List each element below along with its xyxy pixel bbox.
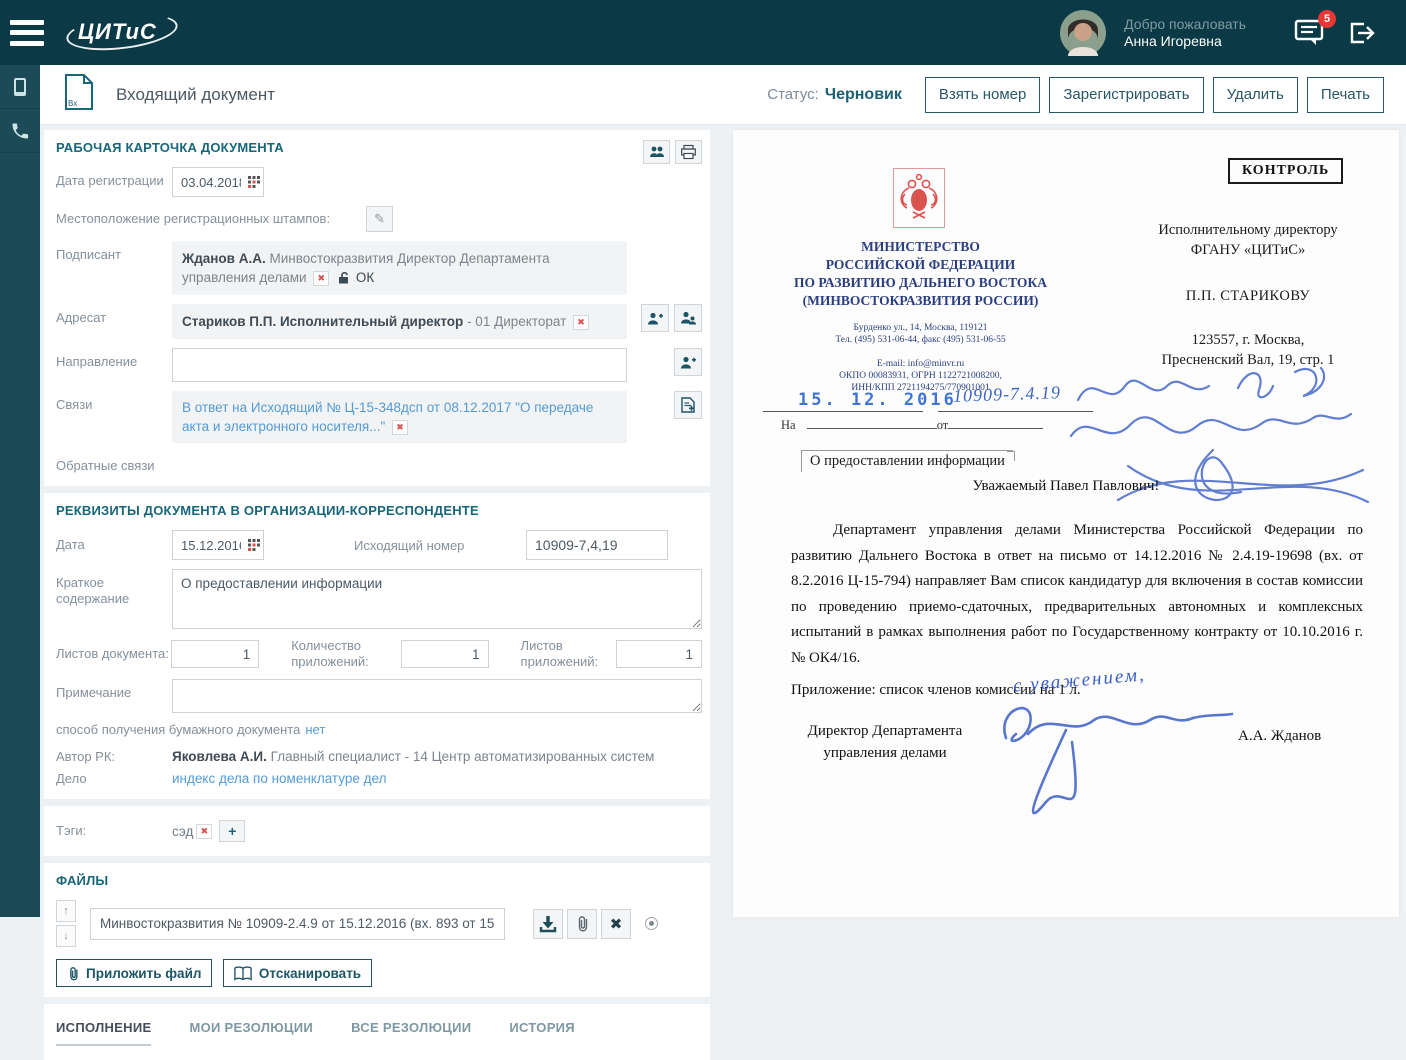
user-name: Анна Игоревна [1124,32,1222,49]
tags-label: Тэги: [56,823,87,838]
attach-count-label: Количество приложений: [291,638,369,669]
welcome-text: Добро пожаловать [1124,15,1246,32]
page-header [40,65,1406,125]
attach-file-button[interactable] [56,959,212,987]
download-file-button[interactable] [533,909,563,939]
person-add-icon [647,312,663,325]
signer-ok-label: ОК [355,270,375,285]
status-badge: Черновик [824,85,902,103]
links-value-box [172,391,627,443]
direction-input[interactable] [172,348,627,382]
notifications-button[interactable] [1294,12,1331,48]
related-document-link[interactable]: В ответ на Исходящий № Ц-15-348дсп от 08.12.2017 "О передаче акта и электронного носителя..." [182,400,594,434]
attach-file-label: Приложить файл [86,965,202,981]
reg-date-label: Дата регистрации [56,173,164,188]
ministry-line4: (МИНВОСТОКРАЗВИТИЯ РОССИИ) [802,293,1039,308]
tab-history[interactable]: ИСТОРИЯ [509,1020,575,1035]
attach-to-file-button[interactable] [567,909,597,939]
signer-label: Подписант [56,247,122,262]
incoming-document-icon [64,73,94,116]
summary-textarea[interactable] [172,569,702,629]
na-label: На [781,418,796,432]
stamp-date: 15. 12. 2016 [798,390,957,410]
address-line1: Бурденко ул., 14, Москва, 119121 [853,323,988,333]
app-logo [66,9,184,57]
calendar-icon[interactable] [248,538,260,556]
email-line: E-mail: info@minvr.ru [876,359,965,369]
attach-sheets-label: Листов приложений: [520,638,599,669]
tab-execution[interactable]: ИСПОЛНЕНИЕ [56,1020,151,1046]
document-signer-name: А.А. Жданов [1238,728,1322,744]
unlock-icon [338,271,350,284]
document-card-column [44,130,710,1060]
logo-text: ЦИТиС [78,18,157,44]
addressee-label: Адресат [56,310,107,325]
author-info: Главный специалист - 14 Центр автоматизированных систем [270,749,655,764]
printer-icon [681,145,696,159]
note-label: Примечание [56,685,132,700]
scan-label: Отсканировать [258,965,362,981]
logout-button[interactable] [1346,18,1380,48]
stamp-number: 10909-7.4.19 [952,382,1062,406]
author-label: Автор РК: [56,749,116,764]
tag-remove-icon[interactable]: ✖ [196,824,212,839]
sidebar-item-phone[interactable] [0,109,40,153]
requisites-title: РЕКВИЗИТЫ ДОКУМЕНТА В ОРГАНИЗАЦИИ-КОРРЕСПОНДЕНТЕ [56,503,479,518]
person-add-icon [680,356,696,369]
add-tag-button[interactable]: + [219,820,245,842]
pencil-icon: ✎ [374,211,386,226]
sheets-doc-input[interactable] [171,640,259,668]
ministry-line2: РОССИЙСКОЙ ФЕДЕРАЦИИ [825,257,1016,272]
file-name-input[interactable] [90,908,505,940]
recipient-line2: ФГАНУ «ЦИТиС» [1190,242,1306,258]
working-card-section [44,130,710,486]
calendar-icon[interactable] [248,175,260,193]
tab-all-resolutions[interactable]: ВСЕ РЕЗОЛЮЦИИ [351,1020,472,1035]
add-link-button[interactable] [674,391,702,419]
addressee-remove-icon[interactable]: ✖ [573,315,589,330]
out-number-label: Исходящий номер [354,537,465,553]
out-number-input[interactable] [526,530,668,560]
form-line [763,411,923,412]
summary-label: Краткое содержание [56,575,130,606]
tab-my-resolutions[interactable]: МОИ РЕЗОЛЮЦИИ [189,1020,314,1035]
subject-text: О предоставлении информации [810,453,1005,469]
bottom-tabs [44,1004,710,1060]
note-textarea[interactable] [172,679,702,713]
delete-button[interactable]: Удалить [1213,77,1298,113]
handwritten-signature [988,690,1238,850]
take-number-button[interactable]: Взять номер [925,77,1040,113]
na-ot-line [781,418,1043,433]
delete-x-icon: ✖ [609,915,623,933]
logout-icon [1346,18,1376,48]
signer-info: Минвостокразвития Директор Департамента управления делами [182,251,550,285]
move-file-up-button[interactable]: ↑ [56,900,76,922]
addressee-value [172,304,627,339]
recipient-name: П.П. СТАРИКОВУ [1185,288,1311,304]
scan-button[interactable] [223,959,372,987]
main-file-radio[interactable] [645,917,658,930]
case-index-link[interactable]: индекс дела по номенклатуре дел [172,771,387,786]
files-section [44,863,710,997]
ministry-line3: ПО РАЗВИТИЮ ДАЛЬНЕГО ВОСТОКА [794,275,1047,290]
requisites-section [44,493,710,799]
handwritten-regards: с уважением, [1012,664,1147,697]
link-remove-icon[interactable]: ✖ [392,420,408,435]
select-addressee-group-button[interactable] [674,304,702,332]
address-line2: Тел. (495) 531-06-44, факс (495) 531-06-55 [835,335,1006,345]
attachment-line: Приложение: список членов комиссии на 1 л. [791,682,1081,698]
status-label: Статус: [767,86,819,103]
files-title: ФАЙЛЫ [56,873,109,888]
okpo-line: ОКПО 00083931, ОГРН 1122721008200, [839,371,1002,381]
add-direction-button[interactable] [674,348,702,376]
phone-icon [10,121,30,141]
signer-remove-icon[interactable]: ✖ [313,271,329,286]
ot-label: от [936,418,949,432]
content-area [40,130,1406,1035]
register-button[interactable]: Зарегистрировать [1049,77,1203,113]
attach-count-input[interactable] [401,640,489,668]
signer-title-line2: управления делами [823,745,947,761]
avatar-image [1060,10,1106,56]
tag-item: сэд [172,823,194,839]
case-label: Дело [56,771,87,786]
attach-sheets-input[interactable] [616,640,702,668]
edit-stamps-button[interactable] [366,206,393,232]
page-title: Входящий документ [116,84,275,104]
recipient-addr2: Пресненский Вал, 19, стр. 1 [1161,352,1335,368]
mobile-phone-icon [13,77,27,97]
print-button[interactable]: Печать [1307,77,1384,113]
document-subject [801,450,1013,472]
inn-line: ИНН/КПП 2721194275/770901001 [851,383,990,393]
sheets-doc-label: Листов документа: [56,646,169,661]
direction-label: Направление [56,354,138,369]
welcome-block [1124,16,1246,50]
topbar [0,0,1406,65]
users-icon [649,146,665,158]
download-icon [539,915,557,933]
salutation: Уважаемый Павел Павлович! [972,478,1160,494]
recipient-addr1: 123557, г. Москва, [1191,332,1305,348]
user-avatar[interactable] [1060,10,1106,56]
signer-value [172,241,627,295]
russian-eagle-icon [897,172,941,224]
paper-method-label: способ получения бумажного документа [56,722,301,737]
letterhead-address [753,322,1088,346]
svg-text:Вх: Вх [68,99,78,108]
print-card-button[interactable] [675,140,702,164]
recipient-block [1103,220,1393,370]
tags-section [44,806,710,856]
delete-file-button[interactable] [601,909,631,939]
document-add-icon [681,397,695,413]
hamburger-menu-icon[interactable] [10,20,44,46]
person-group-icon [680,311,696,325]
share-users-button[interactable] [643,140,670,164]
req-date-label: Дата [56,537,85,552]
author-name: Яковлева А.И. [172,749,267,764]
paperclip-icon [575,915,589,932]
move-file-down-button[interactable]: ↓ [56,925,76,947]
signer-title [795,720,975,764]
letterhead-ministry [753,238,1088,310]
signer-title-line1: Директор Департамента [807,723,963,739]
addressee-info: - 01 Директорат [467,314,567,329]
sidebar-item-mobile[interactable] [0,65,40,109]
document-preview [733,130,1399,917]
backlinks-label: Обратные связи [56,458,155,473]
paperclip-icon [67,966,79,981]
notification-badge: 5 [1318,10,1336,28]
left-sidebar [0,65,40,917]
scanner-book-icon [234,966,252,981]
coat-of-arms [893,168,945,228]
control-stamp: КОНТРОЛЬ [1228,158,1343,184]
recipient-line1: Исполнительному директору [1158,222,1338,238]
ministry-line1: МИНИСТЕРСТВО [861,239,980,254]
signer-name: Жданов А.А. [182,251,266,266]
links-label: Связи [56,397,93,412]
add-addressee-button[interactable] [641,304,669,332]
letter-body: Департамент управления делами Министерства Российской Федерации по развитию Дальнего Востока в ответ на письмо от 14.12.2016 № 2.4.19-19698 (вх. от 8.2.2016 Ц-15-794) направляет Вам список кандидатур для включения в состав комиссии по проведению приемо-сдаточных, предварительных автономных и комплексных испытаний в рамках выполнения работ по Государственному контракту от 10.10.2016 г. № ОК4/16. [791,522,1363,666]
addressee-name: Стариков П.П. Исполнительный директор [182,314,464,329]
working-card-title: РАБОЧАЯ КАРТОЧКА ДОКУМЕНТА [56,140,284,155]
paper-method-link[interactable]: нет [305,722,326,737]
stamps-label: Местоположение регистрационных штампов: [56,211,331,226]
